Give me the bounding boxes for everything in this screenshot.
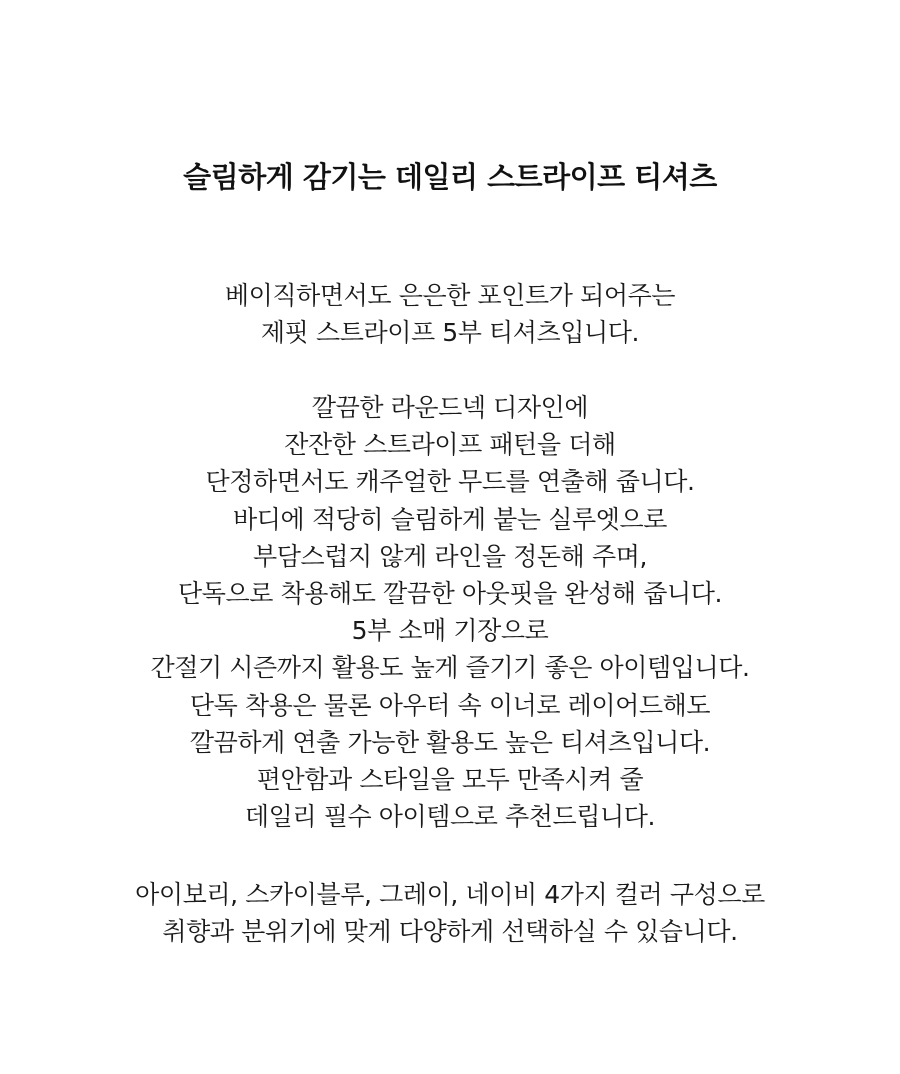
description-line: 단독 착용은 물론 아우터 속 이너로 레이어드해도 [189,690,711,720]
intro-line: 제핏 스트라이프 5부 티셔츠입니다. [260,318,640,348]
description-line: 바디에 적당히 슬림하게 붙는 실루엣으로 [233,504,667,534]
intro-section [0,277,900,351]
description-line: 부담스럽지 않게 라인을 정돈해 주며, [253,541,647,571]
description-line: 단독으로 착용해도 깔끔한 아웃핏을 완성해 줍니다. [177,579,723,609]
color-options-line: 취향과 분위기에 맞게 다양하게 선택하실 수 있습니다. [162,917,738,947]
description-line: 간절기 시즌까지 활용도 높게 즐기기 좋은 아이템입니다. [150,653,750,683]
product-title: 슬림하게 감기는 데일리 스트라이프 티셔츠 [183,160,717,194]
description-line: 깔끔하게 연출 가능한 활용도 높은 티셔츠입니다. [189,727,711,757]
intro-line: 베이직하면서도 은은한 포인트가 되어주는 [224,281,676,310]
description-line: 잔잔한 스트라이프 패턴을 더해 [284,430,616,460]
description-line: 단정하면서도 캐주얼한 무드를 연출해 줍니다. [205,467,695,497]
color-options-line: 아이보리, 스카이블루, 그레이, 네이비 4가지 컬러 구성으로 [135,880,765,909]
color-options-section [0,876,900,950]
description-line: 데일리 필수 아이템으로 추천드립니다. [244,802,656,832]
description-line: 5부 소매 기장으로 [351,616,549,646]
description-line: 깔끔한 라운드넥 디자인에 [311,393,589,422]
description-line: 편안함과 스타일을 모두 만족시켜 줄 [256,765,644,795]
description-section [0,389,900,835]
